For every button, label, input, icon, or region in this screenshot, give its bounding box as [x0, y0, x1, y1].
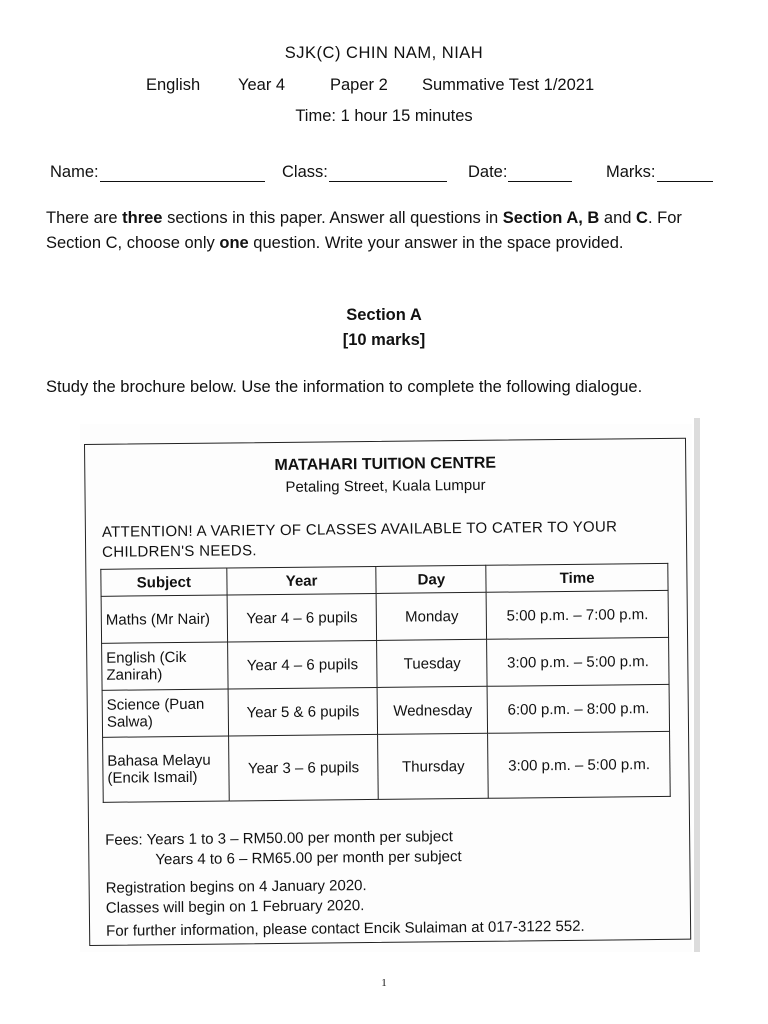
brochure	[84, 438, 691, 946]
date-label: Date:	[468, 163, 508, 181]
column-header: Subject	[101, 568, 227, 596]
time-allowed: Time: 1 hour 15 minutes	[295, 107, 473, 125]
school-name: SJK(C) CHIN NAM, NIAH	[284, 44, 484, 62]
instr-text: sections in this paper. Answer all questions in	[162, 209, 503, 227]
cell-day: Thursday	[378, 733, 489, 799]
fees-line: Fees: Years 1 to 3 – RM50.00 per month per subject	[105, 828, 453, 849]
cell-subject: English (Cik Zanirah)	[102, 642, 228, 690]
class-schedule-table	[100, 563, 670, 803]
cell-time: 6:00 p.m. – 8:00 p.m.	[487, 684, 669, 733]
cell-time: 5:00 p.m. – 7:00 p.m.	[486, 590, 668, 639]
test-label: Summative Test 1/2021	[422, 76, 595, 94]
cell-subject: Maths (Mr Nair)	[101, 595, 227, 643]
cell-day: Wednesday	[378, 686, 488, 734]
scan-edge	[694, 418, 700, 952]
cell-time: 3:00 p.m. – 5:00 p.m.	[487, 637, 669, 686]
column-header: Year	[227, 566, 377, 595]
instructions	[46, 206, 726, 255]
table-row	[102, 684, 669, 737]
instr-bold: one	[219, 233, 249, 252]
paper-label: Paper 2	[330, 76, 388, 94]
instr-bold: C	[636, 209, 648, 227]
brochure-scan	[80, 424, 692, 952]
name-label: Name:	[50, 163, 99, 181]
brochure-address: Petaling Street, Kuala Lumpur	[285, 476, 486, 496]
cell-year: Year 5 & 6 pupils	[228, 687, 378, 736]
section-a-marks: [10 marks]	[342, 331, 426, 349]
test-info-row	[0, 76, 768, 95]
date-field[interactable]	[508, 167, 572, 182]
instr-bold: Section A, B	[502, 209, 600, 227]
class-label: Class:	[282, 163, 328, 181]
page-number: 1	[381, 977, 387, 989]
column-header: Day	[376, 565, 486, 593]
instr-text: question. Write your answer in the space provided.	[248, 233, 624, 252]
brochure-title: MATAHARI TUITION CENTRE	[274, 454, 497, 475]
cell-year: Year 4 – 6 pupils	[227, 593, 377, 642]
class-field[interactable]	[329, 167, 447, 182]
cell-day: Monday	[377, 592, 487, 640]
name-field[interactable]	[100, 167, 265, 182]
brochure-attention: ATTENTION! A VARIETY OF CLASSES AVAILABLE TO CATER TO YOUR CHILDREN'S NEEDS.	[101, 518, 618, 561]
instr-text: and	[599, 209, 637, 227]
column-header: Time	[486, 563, 668, 592]
fees-line: Years 4 to 6 – RM65.00 per month per subject	[155, 848, 462, 869]
section-a-title: Section A	[346, 306, 422, 324]
section-a-prompt: Study the brochure below. Use the information to complete the following dialogue.	[46, 378, 643, 396]
section-a-heading	[0, 303, 768, 353]
marks-label: Marks:	[606, 163, 656, 181]
table-row	[103, 731, 671, 802]
year-label: Year 4	[238, 76, 286, 94]
fees-info	[105, 825, 675, 871]
instr-bold: three	[122, 209, 163, 227]
table-row	[102, 637, 669, 690]
dates-info	[106, 873, 676, 919]
cell-year: Year 4 – 6 pupils	[227, 640, 377, 689]
cell-time: 3:00 p.m. – 5:00 p.m.	[488, 731, 670, 798]
contact-info: For further information, please contact Encik Sulaiman at 017-3122 552.	[106, 917, 585, 940]
cell-year: Year 3 – 6 pupils	[228, 734, 378, 801]
cell-subject: Bahasa Melayu (Encik Ismail)	[103, 736, 229, 802]
instr-text: . For Section C, choose only	[46, 209, 682, 252]
cell-day: Tuesday	[377, 639, 487, 687]
registration-line: Registration begins on 4 January 2020.	[105, 877, 367, 897]
marks-field[interactable]	[657, 167, 713, 182]
subject-label: English	[146, 76, 201, 94]
classes-begin-line: Classes will begin on 1 February 2020.	[105, 897, 365, 917]
student-details-row	[50, 163, 730, 182]
cell-subject: Science (Puan Salwa)	[102, 689, 228, 737]
table-row	[101, 590, 668, 643]
instr-text: There are	[46, 209, 123, 227]
